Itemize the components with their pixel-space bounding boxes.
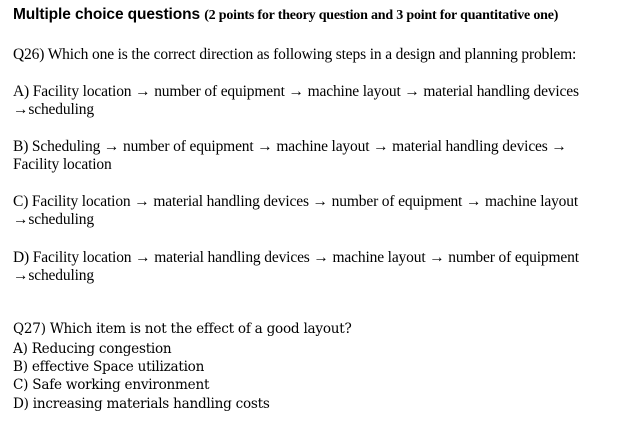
q26-option-a-line2: →scheduling <box>13 101 95 118</box>
section-subtitle: (2 points for theory question and 3 point for quantitative one) <box>204 8 559 23</box>
q26-question: Q26) Which one is the correct direction as following steps in a design and planning problem: <box>13 46 577 63</box>
q27-option-b: B) effective Space utilization <box>13 359 205 375</box>
q26-option-b-line2: Facility location <box>13 156 112 173</box>
q26-option-d-line1: D) Facility location → material handling devices → machine layout → number of equipment <box>13 249 579 266</box>
q27-question: Q27) Which item is not the effect of a good layout? <box>13 321 352 337</box>
q26-option-b-line1: B) Scheduling → number of equipment → machine layout → material handling devices → <box>13 138 567 155</box>
q26-option-d-line2: →scheduling <box>13 267 95 284</box>
q27-option-c: C) Safe working environment <box>13 377 210 393</box>
q27-option-d: D) increasing materials handling costs <box>13 396 270 412</box>
q26-option-a-line1: A) Facility location → number of equipment → machine layout → material handling devices <box>13 83 579 100</box>
q26-option-c-line2: →scheduling <box>13 211 95 228</box>
section-title: Multiple choice questions <box>13 6 200 23</box>
q26-option-c-line1: C) Facility location → material handling devices → number of equipment → machine layout <box>13 193 579 210</box>
q27-option-a: A) Reducing congestion <box>13 341 172 357</box>
section-heading <box>13 6 558 24</box>
